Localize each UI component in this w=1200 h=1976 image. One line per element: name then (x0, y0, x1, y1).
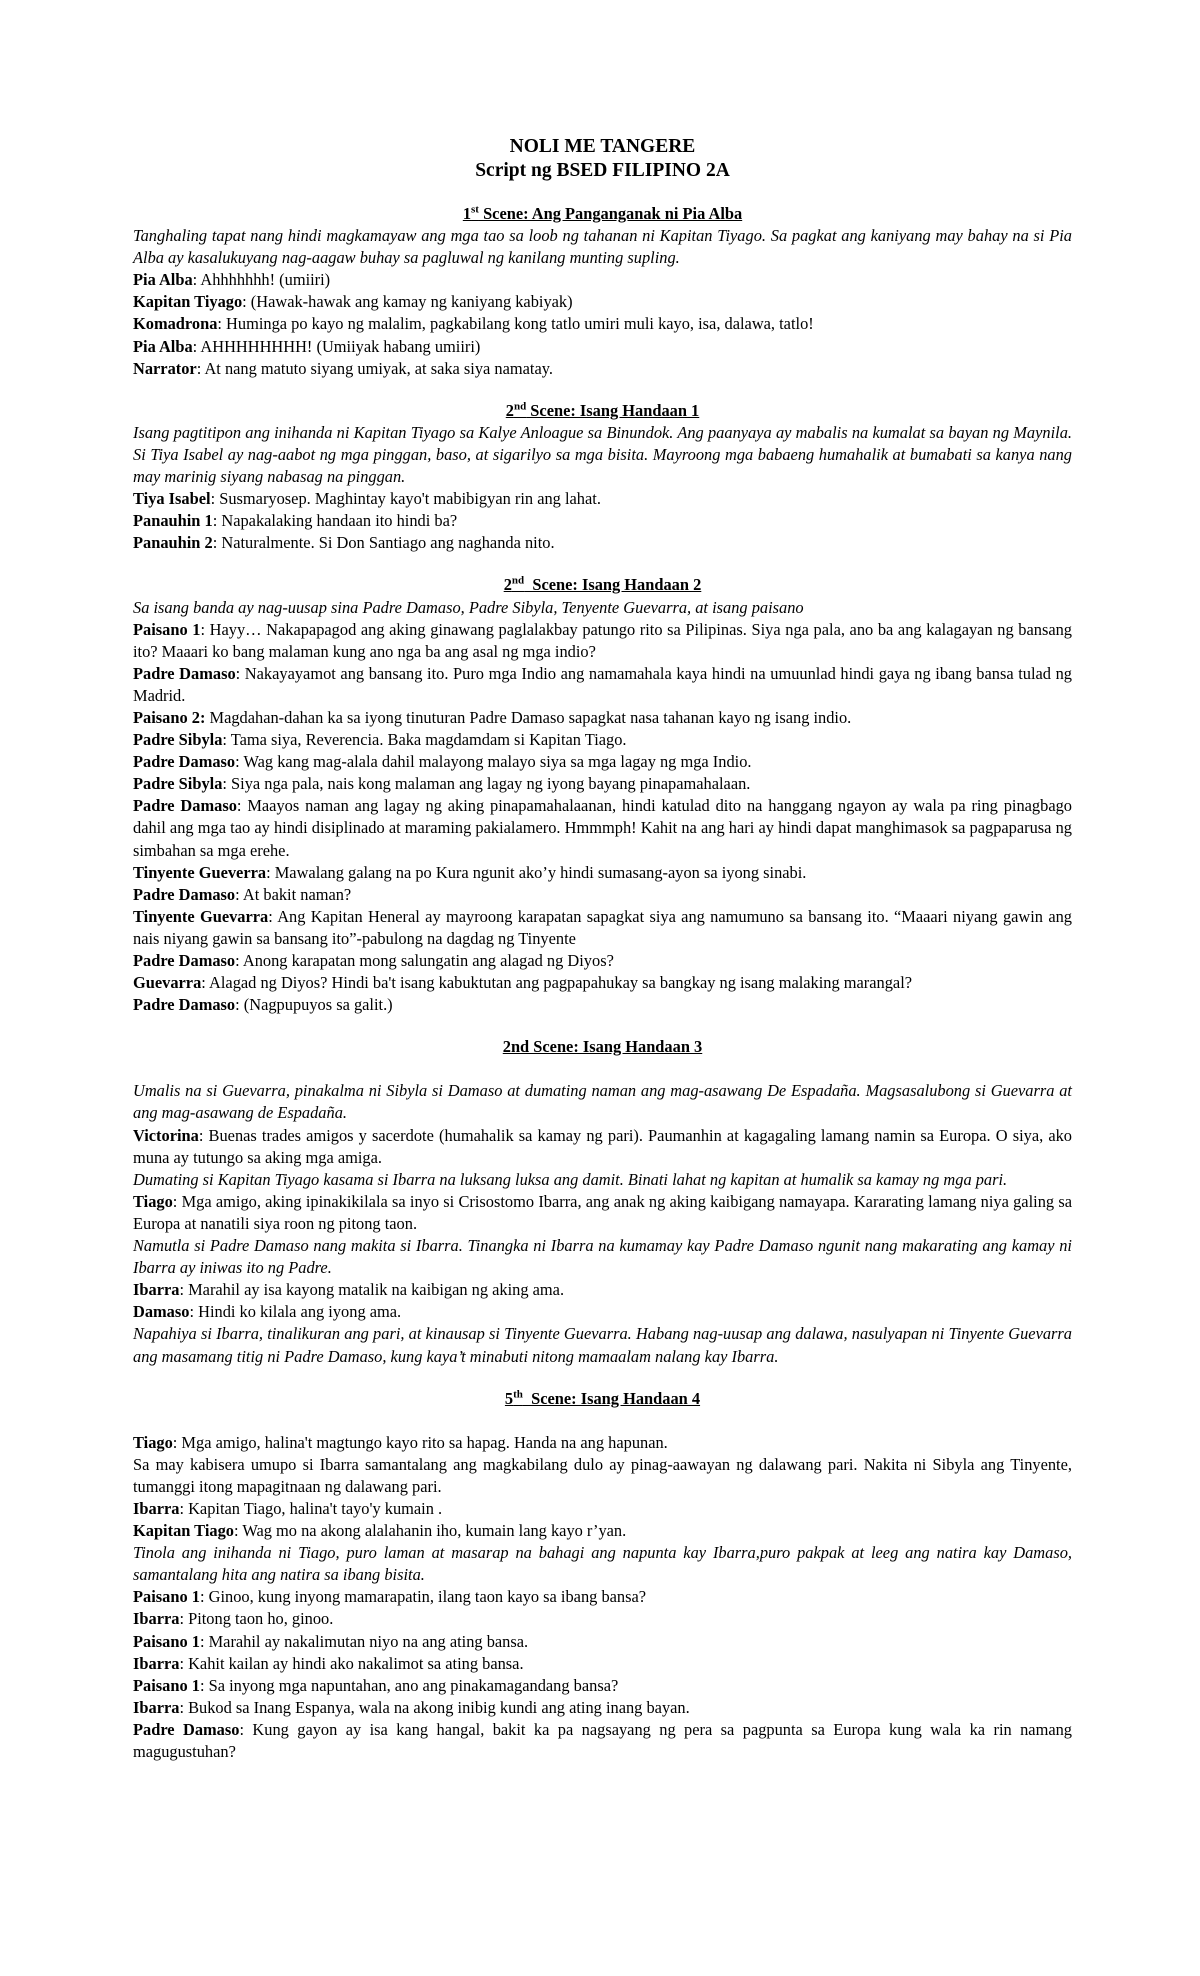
speaker-name: Ibarra (133, 1609, 180, 1629)
dialogue-line (133, 336, 1072, 358)
document-subtitle: Script ng BSED FILIPINO 2A (475, 160, 730, 181)
speaker-name: Pia Alba (133, 270, 193, 290)
dialogue-text: : Wag mo na akong alalahanin iho, kumain lang kayo r’yan. (233, 1521, 627, 1541)
speaker-name: Tiago (133, 1191, 173, 1211)
dialogue-line (133, 1653, 1072, 1675)
speaker-name: Padre Damaso (133, 663, 236, 683)
scene-number: 2nd Scene: Isang Handaan 3 (502, 1037, 703, 1057)
speaker-name: Pia Alba (133, 336, 193, 356)
scene-heading (133, 203, 1072, 225)
dialogue-line (133, 1631, 1072, 1653)
speaker-name: Padre Damaso (133, 752, 236, 772)
dialogue-line (133, 358, 1072, 380)
dialogue-text: : Buenas trades amigos y sacerdote (humahalik sa kamay ng pari). Paumanhin at kagagaling lamang namin sa Europa. O siya, ako muna ay tutungo sa aking mga amiga. (133, 1125, 1072, 1167)
dialogue-line (133, 1432, 1072, 1454)
speaker-name: Paisano 1 (133, 1675, 200, 1695)
speaker-name: Tiago (133, 1432, 173, 1452)
stage-direction: Umalis na si Guevarra, pinakalma ni Sibyla si Damaso at dumating naman ang mag-asawang De Espadaña. Magsasalubong si Guevarra at ang mag-asawang de Espadaña. (133, 1081, 1072, 1123)
stage-direction: Tanghaling tapat nang hindi magkamayaw ang mga tao sa loob ng tahanan ni Kapitan Tiyago. Sa pagkat ang kaniyang may bahay na si Pia Alba ay kasalukuyang nag-aagaw buhay sa pagluwal ng kanilang munting supling. (133, 226, 1072, 268)
speaker-name: Ibarra (133, 1653, 180, 1673)
dialogue-line (133, 1586, 1072, 1608)
dialogue-text: : Siya nga pala, nais kong malaman ang lagay ng iyong bayang pinapamahalaan. (222, 774, 751, 794)
speaker-name: Narrator (133, 358, 197, 378)
dialogue-text: : Kahit kailan ay hindi ako nakalimot sa ating bansa. (179, 1653, 524, 1673)
stage-direction: Sa isang banda ay nag-uusap sina Padre Damaso, Padre Sibyla, Tenyente Guevarra, at isang paisano (133, 597, 804, 617)
speaker-name: Padre Damaso (133, 951, 236, 970)
dialogue-text: : Napakalaking handaan ito hindi ba? (212, 511, 458, 531)
speaker-name: Panauhin 1 (133, 511, 213, 531)
speaker-name: Padre Damaso (133, 1719, 240, 1739)
dialogue-line (133, 1125, 1072, 1169)
scene-title: Scene: Isang Handaan 4 (522, 1388, 701, 1408)
dialogue-text: : Ang Kapitan Heneral ay mayroong karapatan sapagkat siya ang namumuno sa bansang ito. “Maaari niyang gawin ang nais niyang gawin sa bansang ito”-pabulong na dagdag ng Tinyente (133, 906, 1072, 948)
scene-number: 1 (462, 204, 472, 223)
dialogue-line (133, 1697, 1072, 1719)
stage-direction: Napahiya si Ibarra, tinalikuran ang pari, at kinausap si Tinyente Guevarra. Habang nag-uusap ang dalawa, nasulyapan ni Tinyente Guevarra ang masamang titig ni Padre Damaso, kung kaya’t minabuti nitong mamaalam nalang kay Ibarra. (133, 1324, 1072, 1366)
speaker-name: Padre Damaso (133, 884, 236, 904)
scene-heading (133, 400, 1072, 422)
dialogue-text: : Mawalang galang na po Kura ngunit ako’y hindi sumasang-ayon sa iyong sinabi. (266, 862, 807, 882)
speaker-name: Kapitan Tiago (133, 1521, 234, 1541)
dialogue-line (133, 663, 1072, 707)
scene-number-suffix: nd (513, 400, 527, 413)
scene-title: Scene: Isang Handaan 1 (526, 400, 700, 420)
dialogue-text: : AHHHHHHHH! (Umiiyak habang umiiri) (192, 336, 481, 356)
speaker-name: Panauhin 2 (133, 533, 213, 553)
dialogue-text: : Naturalmente. Si Don Santiago ang naghanda nito. (212, 533, 555, 553)
scene-number: 2 (505, 400, 514, 420)
dialogue-text: : Pitong taon ho, ginoo. (179, 1609, 334, 1629)
narration-text: Sa may kabisera umupo si Ibarra samantalang ang magkabilang dulo ay pinag-aawayan ng dalawang pari. Nakita ni Sibyla ang Tinyente, tumanggi itong mapagitnaan ng dalawang pari. (133, 1454, 1072, 1496)
dialogue-text: : Kung gayon ay isa kang hangal, bakit ka pa nagsayang ng pera sa pagpunta sa Europa kung wala ka rin namang magugustuhan? (133, 1719, 1072, 1761)
speaker-name: Ibarra (133, 1498, 180, 1518)
dialogue-line (133, 1191, 1072, 1235)
dialogue-line (133, 906, 1072, 950)
stage-direction: Tinola ang inihanda ni Tiago, puro laman at masarap na bahagi ang napunta kay Ibarra,puro pakpak at leeg ang natira kay Damaso, samantalang hita ang natira sa ibang bisita. (133, 1543, 1072, 1585)
scene-heading (133, 1388, 1072, 1410)
dialogue-text: : At nang matuto siyang umiyak, at saka siya namatay. (196, 358, 553, 378)
scene-title: Scene: Ang Panganganak ni Pia Alba (478, 204, 743, 223)
scene-2 (133, 400, 1072, 555)
dialogue-line (133, 291, 1072, 313)
dialogue-text: : (Nagpupuyos sa galit.) (235, 995, 393, 1015)
scene-5 (133, 1388, 1072, 1764)
dialogue-text: : Tama siya, Reverencia. Baka magdamdam si Kapitan Tiago. (222, 730, 627, 750)
dialogue-line (133, 269, 1072, 291)
scene-1 (133, 203, 1072, 380)
dialogue-line (133, 488, 1072, 510)
dialogue-line (133, 729, 1072, 751)
dialogue-line (133, 950, 1072, 972)
dialogue-line (133, 972, 1072, 994)
dialogue-line (133, 532, 1072, 554)
dialogue-line (133, 1301, 1072, 1323)
dialogue-line (133, 795, 1072, 861)
dialogue-line (133, 884, 1072, 906)
dialogue-text: : (Hawak-hawak ang kamay ng kaniyang kabiyak) (242, 292, 573, 312)
dialogue-line (133, 751, 1072, 773)
dialogue-text: : Kapitan Tiago, halina't tayo'y kumain . (179, 1498, 443, 1518)
dialogue-text: : Sa inyong mga napuntahan, ano ang pinakamagandang bansa? (199, 1675, 619, 1695)
dialogue-line (133, 1498, 1072, 1520)
dialogue-text: : Ginoo, kung inyong mamarapatin, ilang taon kayo sa ibang bansa? (199, 1587, 647, 1607)
dialogue-line (133, 1520, 1072, 1542)
dialogue-line (133, 773, 1072, 795)
dialogue-line (133, 1279, 1072, 1301)
dialogue-text: : Anong karapatan mong salungatin ang alagad ng Diyos? (235, 951, 614, 970)
scene-number-suffix: nd (511, 574, 525, 587)
dialogue-text: : At bakit naman? (235, 884, 352, 904)
speaker-name: Tiya Isabel (133, 489, 211, 509)
dialogue-text: : Bukod sa Inang Espanya, wala na akong inibig kundi ang ating inang bayan. (179, 1697, 690, 1717)
scenes-container (133, 203, 1072, 1763)
document-title: NOLI ME TANGERE (509, 136, 696, 157)
speaker-name: Tinyente Guevarra (133, 906, 269, 926)
dialogue-text: : Nakayayamot ang bansang ito. Puro mga Indio ang namamahala kaya hindi na umuunlad hindi gaya ng ibang bansa tulad ng Madrid. (133, 663, 1072, 705)
dialogue-text: : Hindi ko kilala ang iyong ama. (189, 1302, 402, 1322)
scene-4 (133, 1036, 1072, 1367)
dialogue-text: : Wag kang mag-alala dahil malayong malayo siya sa mga lagay ng mga Indio. (235, 752, 752, 772)
speaker-name: Paisano 2: (133, 707, 206, 727)
dialogue-line (133, 862, 1072, 884)
stage-direction: Namutla si Padre Damaso nang makita si Ibarra. Tinangka ni Ibarra na kumamay kay Padre Damaso ngunit nang makarating ang kamay ni Ibarra ay iniwas ito ng Padre. (133, 1236, 1072, 1278)
speaker-name: Paisano 1 (133, 619, 201, 639)
speaker-name: Paisano 1 (133, 1631, 200, 1651)
speaker-name: Padre Damaso (133, 995, 236, 1015)
dialogue-line (133, 707, 1072, 729)
scene-number-suffix: th (513, 1388, 523, 1401)
scene-number: 2 (503, 575, 512, 595)
dialogue-text: : Huminga po kayo ng malalim, pagkabilang kong tatlo umiri muli kayo, isa, dalawa, tatlo! (217, 314, 814, 334)
dialogue-line (133, 313, 1072, 335)
stage-direction: Dumating si Kapitan Tiyago kasama si Ibarra na luksang luksa ang damit. Binati lahat ng kapitan at humalik sa kamay ng mga pari. (133, 1169, 1008, 1189)
speaker-name: Padre Sibyla (133, 774, 223, 794)
speaker-name: Tinyente Gueverra (133, 862, 267, 882)
dialogue-line (133, 619, 1072, 663)
speaker-name: Ibarra (133, 1280, 180, 1300)
speaker-name: Victorina (133, 1125, 199, 1145)
stage-direction: Isang pagtitipon ang inihanda ni Kapitan Tiyago sa Kalye Anloague sa Binundok. Ang paanyaya ay mabalis na kumalat sa bayan ng Maynila. Si Tiya Isabel ay nag-aabot ng mga pinggan, baso, at sigarilyo sa mga bisita. Mayroong mga babaeng humahalik at bumabati sa kanya nang may marinig siyang nabasag na pinggan. (133, 422, 1072, 487)
scene-heading (133, 574, 1072, 596)
dialogue-text: : Mga amigo, aking ipinakikilala sa inyo si Crisostomo Ibarra, ang anak ng aking kaibigang namayapa. Kararating lamang niya galing sa Europa at nanatili siya roon ng pitong taon. (133, 1191, 1072, 1233)
scene-3 (133, 574, 1072, 1016)
dialogue-text: : Marahil ay nakalimutan niyo na ang ating bansa. (199, 1631, 529, 1651)
dialogue-line (133, 1675, 1072, 1697)
dialogue-text: : Alagad ng Diyos? Hindi ba't isang kabuktutan ang pagpapahukay sa bangkay ng isang malaking marangal? (201, 973, 913, 993)
scene-heading (133, 1036, 1072, 1058)
dialogue-text: : Ahhhhhhh! (umiiri) (192, 270, 331, 290)
dialogue-text: : Marahil ay isa kayong matalik na kaibigan ng aking ama. (179, 1280, 565, 1300)
dialogue-text: : Maayos naman ang lagay ng aking pinapamahalaanan, hindi katulad dito na hanggang ngayon ay wala pa ring pinagbago dahil ang mga tao ay hindi disiplinado at maraming pakialamero. Hmmmph! Kahit na ang hari ay hindi dapat manghimasok sa pagpaparusa ng simbahan sa mga erehe. (133, 796, 1072, 860)
dialogue-text: Magdahan-dahan ka sa iyong tinuturan Padre Damaso sapagkat nasa tahanan kayo ng isang indio. (205, 707, 852, 727)
speaker-name: Padre Damaso (133, 796, 237, 816)
dialogue-line (133, 510, 1072, 532)
scene-number: 5 (504, 1388, 514, 1408)
speaker-name: Damaso (133, 1302, 190, 1322)
speaker-name: Ibarra (133, 1697, 180, 1717)
dialogue-line (133, 1608, 1072, 1630)
dialogue-line (133, 994, 1072, 1016)
speaker-name: Guevarra (133, 973, 202, 993)
scene-title: Scene: Isang Handaan 2 (524, 575, 702, 595)
dialogue-text: : Hayy… Nakapapagod ang aking ginawang paglalakbay patungo rito sa Pilipinas. Siya nga pala, ano ba ang kalagayan ng bansang ito? Maaari ko bang malaman kung ano nga ba ang asal ng mga indio? (133, 619, 1072, 661)
speaker-name: Padre Sibyla (133, 730, 223, 750)
scene-number-suffix: st (471, 203, 479, 216)
speaker-name: Kapitan Tiyago (133, 292, 243, 312)
dialogue-text: : Mga amigo, halina't magtungo kayo rito sa hapag. Handa na ang hapunan. (172, 1432, 668, 1452)
speaker-name: Paisano 1 (133, 1587, 200, 1607)
speaker-name: Komadrona (133, 314, 218, 334)
dialogue-text: : Susmaryosep. Maghintay kayo't mabibigyan rin ang lahat. (210, 489, 601, 509)
dialogue-line (133, 1719, 1072, 1763)
